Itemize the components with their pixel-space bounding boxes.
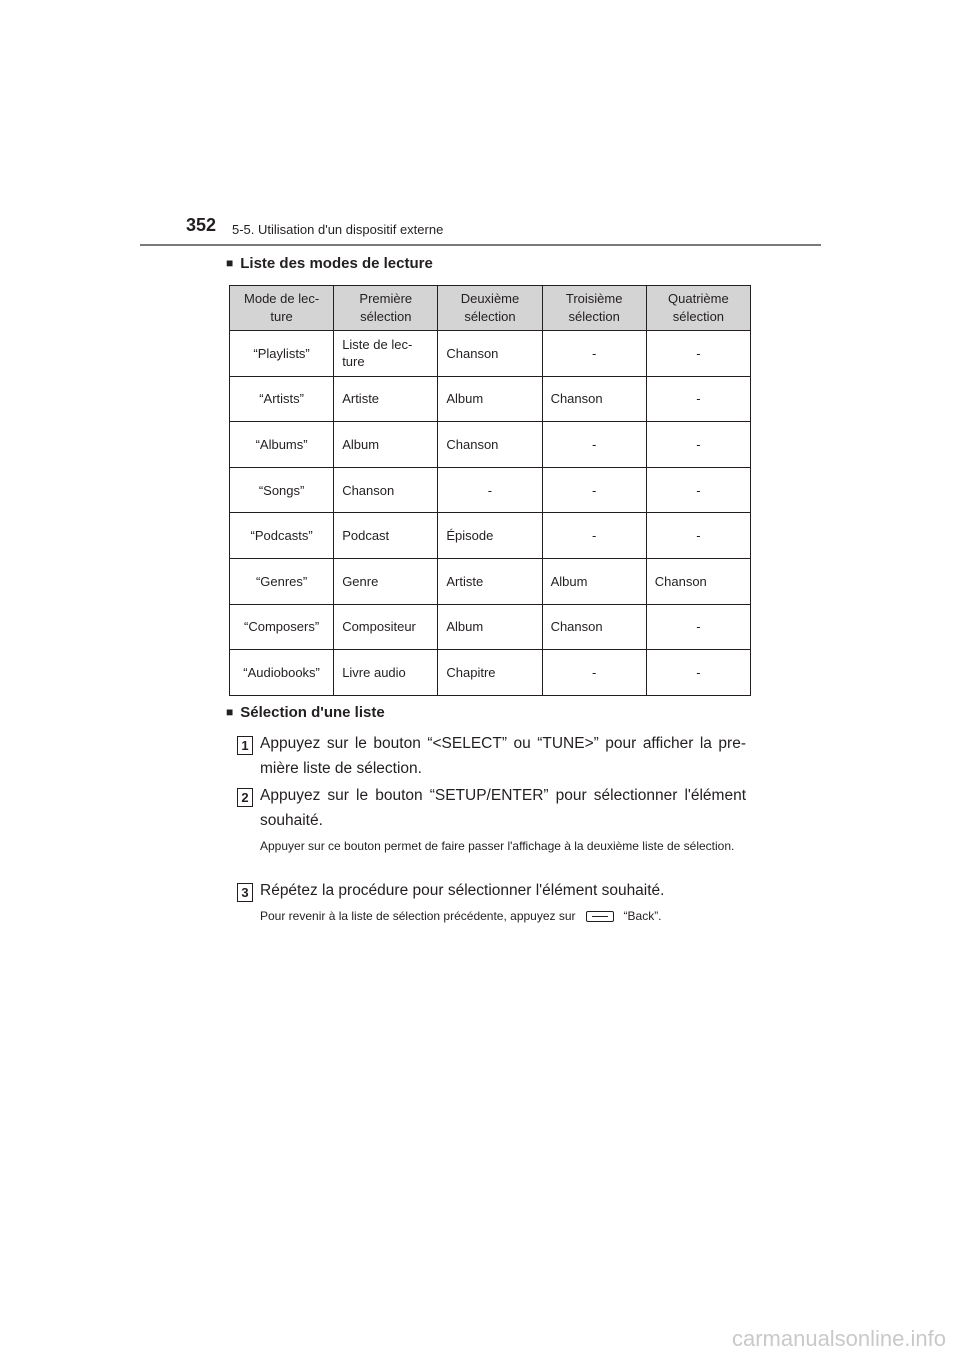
table-cell: Artiste bbox=[334, 376, 438, 422]
table-cell: - bbox=[646, 331, 750, 377]
step-text-2: Appuyez sur le bouton “SETUP/ENTER” pour sélectionner l'élément souhaité. bbox=[260, 787, 746, 829]
table-cell: - bbox=[438, 467, 542, 513]
step-note-3-after: “Back”. bbox=[623, 909, 662, 923]
table-cell: Podcast bbox=[334, 513, 438, 559]
header-rule bbox=[140, 244, 821, 246]
table-cell: “Playlists” bbox=[230, 331, 334, 377]
table-cell: - bbox=[542, 422, 646, 468]
table-cell: Livre audio bbox=[334, 650, 438, 696]
step-note-3 bbox=[260, 906, 746, 926]
table-cell: Chanson bbox=[438, 331, 542, 377]
step-text-3: Répétez la procédure pour sélectionner l'élément souhaité. bbox=[260, 882, 665, 899]
table-cell: Chapitre bbox=[438, 650, 542, 696]
back-button-icon bbox=[586, 911, 614, 922]
table-cell: Album bbox=[438, 376, 542, 422]
table-header-cell: Première sélection bbox=[334, 286, 438, 331]
table-cell: Chanson bbox=[542, 604, 646, 650]
reading-modes-table bbox=[229, 285, 751, 696]
table-cell: - bbox=[646, 467, 750, 513]
table-cell: Artiste bbox=[438, 558, 542, 604]
table-row bbox=[230, 467, 751, 513]
table-cell: “Artists” bbox=[230, 376, 334, 422]
header-mode-line2: ture bbox=[270, 309, 293, 324]
table-row bbox=[230, 331, 751, 377]
table-header-cell: Quatrième sélection bbox=[646, 286, 750, 331]
table-cell: - bbox=[646, 376, 750, 422]
section-heading-modes bbox=[226, 255, 433, 272]
table-cell: “Albums” bbox=[230, 422, 334, 468]
table-cell: - bbox=[542, 331, 646, 377]
running-head: 5-5. Utilisation d'un dispositif externe bbox=[232, 222, 444, 237]
table-cell: - bbox=[542, 467, 646, 513]
table-cell: - bbox=[646, 650, 750, 696]
table-cell: - bbox=[646, 513, 750, 559]
table-cell: - bbox=[646, 604, 750, 650]
table-cell: - bbox=[542, 513, 646, 559]
table-cell: Compositeur bbox=[334, 604, 438, 650]
square-bullet-icon: ■ bbox=[226, 705, 234, 719]
table-cell: Album bbox=[334, 422, 438, 468]
table-header-row bbox=[230, 286, 751, 331]
table-cell: Épisode bbox=[438, 513, 542, 559]
table-row bbox=[230, 650, 751, 696]
table-cell: Chanson bbox=[542, 376, 646, 422]
watermark: carmanualsonline.info bbox=[731, 1326, 946, 1351]
table-row bbox=[230, 376, 751, 422]
table-cell: Chanson bbox=[646, 558, 750, 604]
table-row bbox=[230, 422, 751, 468]
step-text-1: Appuyez sur le bouton “<SELECT” ou “TUNE>” pour afficher la pre-mière liste de sélection. bbox=[260, 735, 746, 777]
step-number-2: 2 bbox=[237, 788, 253, 807]
section-heading-list-selection bbox=[226, 704, 385, 721]
table-cell: “Genres” bbox=[230, 558, 334, 604]
table-cell: “Composers” bbox=[230, 604, 334, 650]
table-header-cell: Troisième sélection bbox=[542, 286, 646, 331]
table-cell: “Songs” bbox=[230, 467, 334, 513]
section-title-modes: Liste des modes de lecture bbox=[240, 255, 433, 272]
table-cell: Chanson bbox=[438, 422, 542, 468]
table-header-cell bbox=[230, 286, 334, 331]
page-number: 352 bbox=[186, 215, 217, 235]
table-row bbox=[230, 513, 751, 559]
table-row bbox=[230, 604, 751, 650]
table-header-cell: Deuxième sélection bbox=[438, 286, 542, 331]
table-cell: Album bbox=[542, 558, 646, 604]
table-cell: Genre bbox=[334, 558, 438, 604]
section-title-list-selection: Sélection d'une liste bbox=[240, 704, 385, 721]
square-bullet-icon: ■ bbox=[226, 256, 234, 270]
step-number-1: 1 bbox=[237, 736, 253, 755]
table-cell: “Podcasts” bbox=[230, 513, 334, 559]
table-cell: - bbox=[646, 422, 750, 468]
table-cell: “Audiobooks” bbox=[230, 650, 334, 696]
header-mode-line1: Mode de lec- bbox=[244, 291, 320, 306]
table-row bbox=[230, 558, 751, 604]
table-cell: Chanson bbox=[334, 467, 438, 513]
step-note-2: Appuyer sur ce bouton permet de faire passer l'affichage à la deuxième liste de sélection. bbox=[260, 839, 735, 853]
table-cell: - bbox=[542, 650, 646, 696]
table-cell: Liste de lec- ture bbox=[334, 331, 438, 377]
table-cell: Album bbox=[438, 604, 542, 650]
step-number-3: 3 bbox=[237, 883, 253, 902]
step-note-3-before: Pour revenir à la liste de sélection précédente, appuyez sur bbox=[260, 909, 576, 923]
